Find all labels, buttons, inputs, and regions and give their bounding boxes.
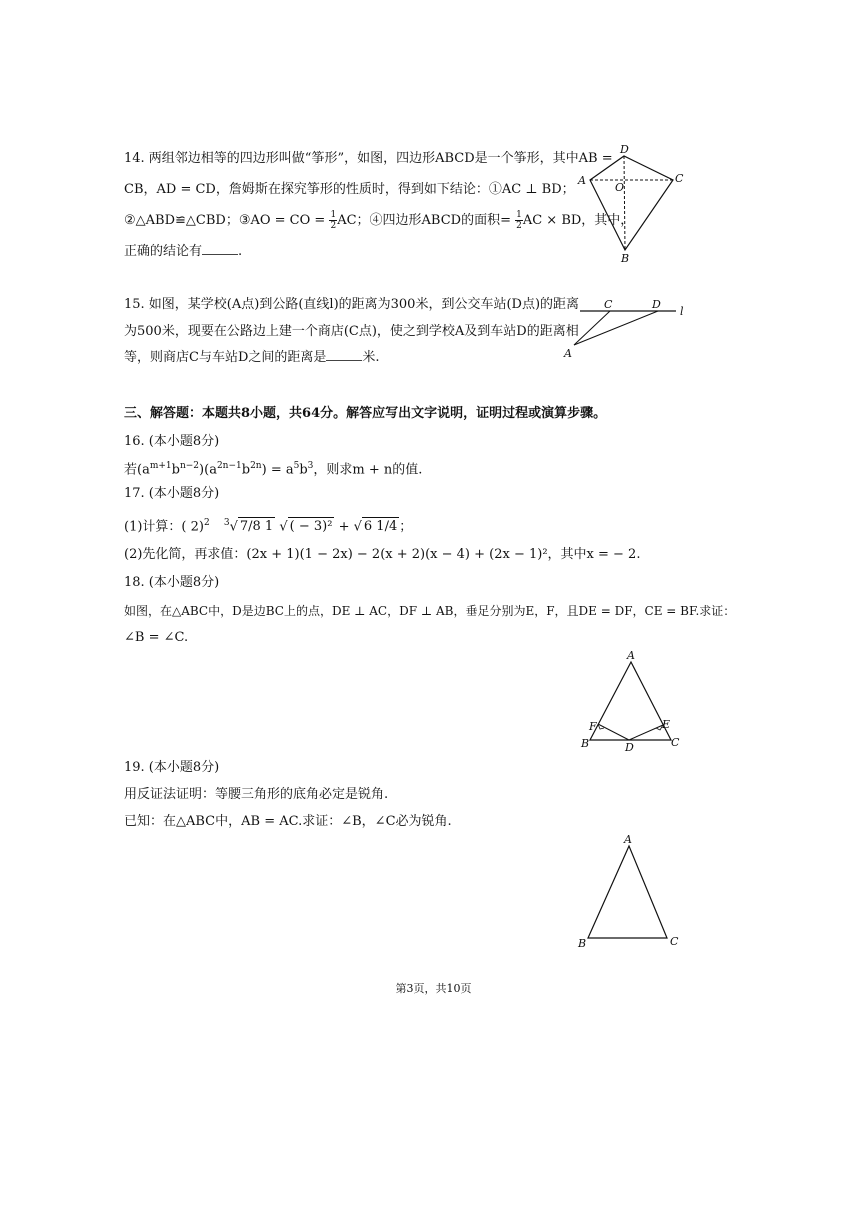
q17-part1: (1)计算：( 2)$^2$ $^3$√ 7/8 1 √ ( − 3)² + √ 6 1/4 ； [124, 518, 413, 535]
q15-answer-blank [326, 360, 362, 361]
q16-t-c: )(a [199, 462, 217, 478]
q18-heading: 18. (本小题8分) [124, 575, 220, 590]
section-3-heading: 三、解答题：本题共8小题，共64分。解答应写出文字说明，证明过程或演算步骤。 [124, 406, 607, 421]
q16-heading: 16. (本小题8分) [124, 434, 220, 449]
q17-p1-root1: 7/8 1 [239, 519, 274, 535]
q18-label-f: F [589, 720, 597, 733]
q19-line2: 已知：在△ABC中，AB = AC.求证：∠B，∠C必为锐角. [124, 814, 452, 829]
q17-part2: (2)先化简，再求值：(2x + 1)(1 − 2x) − 2(x + 2)(x − 4) + (2x − 1)²，其中x = − 2. [124, 547, 641, 562]
q14-line4-end: . [238, 244, 243, 259]
q14-answer-blank [202, 254, 238, 255]
q14-line3-c: AC × BD，其中， [522, 213, 634, 228]
q16-t-g: ，则求m + n的值. [313, 462, 423, 478]
q17-p1-plus: + [338, 519, 350, 535]
q15-line3-end: 米. [362, 350, 380, 365]
q16-exp2: n−2 [179, 461, 200, 471]
q17-heading: 17. (本小题8分) [124, 486, 220, 501]
q18-label-b: B [581, 737, 590, 750]
q16-exp4: 2n [250, 461, 262, 471]
q19-line1: 用反证法证明：等腰三角形的底角必定是锐角. [124, 787, 389, 802]
q16-t-b: b [171, 462, 180, 478]
q19-label-b: B [578, 937, 587, 950]
q17-p1-root2: ( − 3)² [289, 519, 333, 535]
q18-label-c: C [671, 736, 680, 749]
q14-line2: CB，AD = CD，詹姆斯在探究筝形的性质时，得到如下结论：①AC ⊥ BD； [124, 182, 575, 197]
q18-line2: ∠B = ∠C. [124, 630, 189, 645]
triangle-figure-q18 [575, 650, 685, 760]
q14-line3-a: ②△ABD≌△CBD；③AO = CO = [124, 213, 330, 228]
q15-line1: 15. 如图，某学校(A点)到公路(直线l)的距离为300米，到公交车站(D点)的距离 [124, 297, 580, 312]
q18-label-a: A [627, 649, 635, 662]
q18-label-e: E [662, 718, 671, 731]
q18-line1: 如图，在△ABC中，D是边BC上的点，DE ⊥ AC，DF ⊥ AB，垂足分别为E，F，且DE = DF，CE = BF.求证： [124, 604, 736, 618]
q16-t-d: b [241, 462, 251, 478]
triangle-figure-q19 [575, 832, 685, 952]
segment-ac [574, 311, 610, 345]
q19-heading: 19. (本小题8分) [124, 760, 220, 775]
q14-line3-b: AC；④四边形ABCD的面积= [337, 213, 516, 228]
q14-frac2-den: 2 [516, 221, 522, 231]
q19-triangle-abc [588, 846, 667, 938]
q15-line3-text: 等，则商店C与车站D之间的距离是 [124, 350, 327, 365]
road-label-l: l [680, 305, 684, 318]
q14-fraction-half-2 [515, 210, 523, 231]
q16-exp1: m+1 [149, 461, 172, 471]
kite-label-o: O [615, 181, 625, 194]
q14-frac-num: 1 [330, 210, 337, 220]
q19-label-c: C [670, 935, 679, 948]
q19-label-a: A [624, 833, 632, 846]
q15-line2: 为500米，现要在公路边上建一个商店(C点)，使之到学校A及到车站D的距离相 [124, 324, 579, 339]
road-figure [560, 295, 690, 360]
q14-frac2-num: 1 [516, 210, 522, 220]
segment-ad [574, 311, 658, 345]
q17-p1-end: ； [399, 519, 413, 535]
q16-exp6: 3 [307, 461, 314, 471]
kite-label-a: A [578, 174, 586, 187]
q16-t-a: 若(a [124, 462, 150, 478]
q16-exp3: 2n−1 [216, 461, 242, 471]
kite-outline [590, 156, 673, 250]
q17-p1-index: 3 [223, 518, 230, 528]
q18-segment-de [629, 725, 663, 740]
q16-body [124, 457, 422, 479]
kite-figure [570, 140, 684, 265]
q14-line4 [124, 243, 242, 261]
page-footer: 第3页，共10页 [395, 982, 472, 995]
kite-label-c: C [675, 172, 684, 185]
q15-line3 [124, 349, 380, 367]
kite-label-d: D [620, 143, 629, 156]
q16-t-e: ) = a [261, 462, 294, 478]
kite-label-b: B [621, 252, 630, 265]
road-label-c: C [604, 298, 613, 311]
road-label-d: D [652, 298, 661, 311]
q16-exp5: 5 [293, 461, 300, 471]
q17-p1-root3: 6 1/4 [363, 519, 398, 535]
kite-diagonal-bd [624, 156, 625, 250]
q16-t-f: b [299, 462, 308, 478]
q18-segment-df [598, 724, 629, 740]
q17-p1-a: (1)计算：( 2) [124, 519, 204, 535]
q14-line3 [124, 210, 633, 231]
q17-p1-exp: 2 [203, 518, 210, 528]
q14-line1: 14. 两组邻边相等的四边形叫做“筝形”，如图，四边形ABCD是一个筝形，其中AB = [124, 151, 613, 166]
q14-line4-text: 正确的结论有 [124, 244, 203, 259]
q14-frac-den: 2 [330, 221, 337, 231]
q18-label-d: D [625, 741, 634, 754]
road-label-a: A [564, 347, 572, 360]
